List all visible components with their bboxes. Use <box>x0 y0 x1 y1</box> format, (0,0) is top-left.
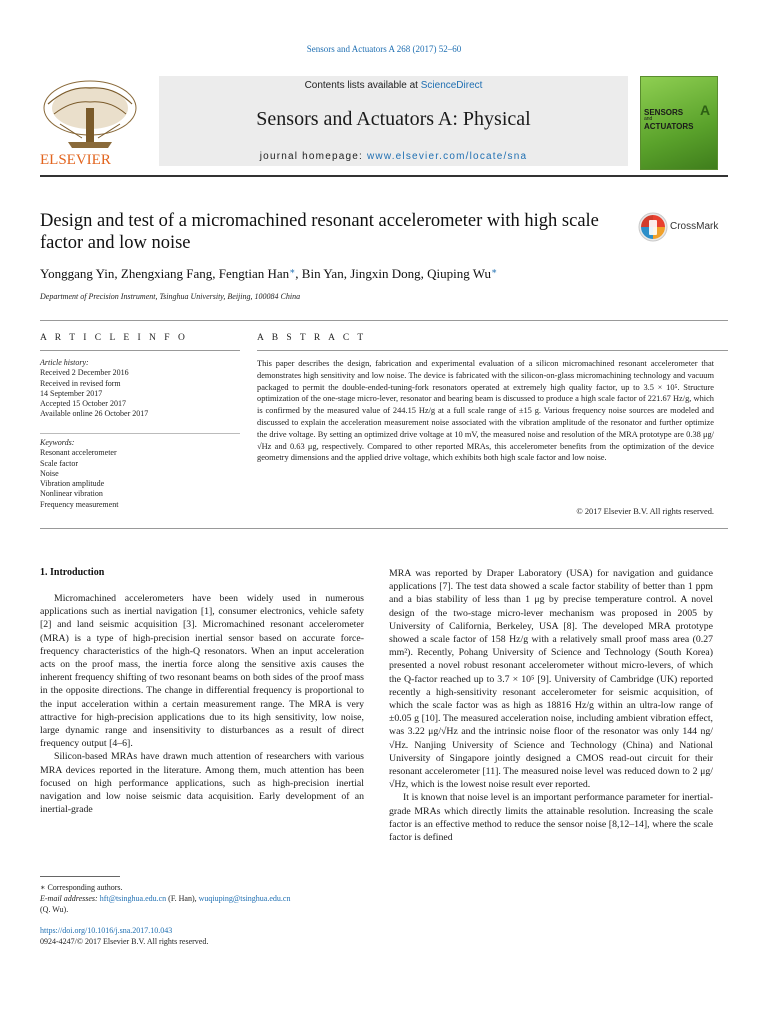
body-paragraph: MRA was reported by Draper Laboratory (USA) for navigation and guidance applications [7]. The test data showed a scale factor stability of better than 1 ppm and a bias stability of less than 1 μg by precise temperature control. A novel design of the two-stage micro-lever mechanism was proposed in 2005 by University of California, Berkeley, USA [8]. The developed MRA prototype showed a scale factor of 158 Hz/g with a relatively small proof mass area (0.27 mm²). Recently, Pohang University of Science and Technology (South Korea) presented a novel robust resonant accelerometer without micro-levers, of which the Q-factor reached up to 3.7 × 10⁵ [9]. University of Cambridge (UK) reported recently a high-sensitivity resonant accelerometer for seismic acquisition, of which the scale factor was as high as 18816 Hz/g within an ultra-low range of ±0.05 g [10]. The measured acceleration noise, including ambient vibration effect, was 3.22 μg/√Hz and the intrinsic noise floor of the resonator was only 144 ng/√Hz. Nanjing University of Science and Technology (China) and National University of Singapore jointly designed a CMOS read-out circuit for their resonant accelerometer [11]. The measured noise level was reduced down to 2 μg/√Hz, which is the lowest noise result ever reported. <box>389 568 713 791</box>
footnotes <box>40 882 364 915</box>
cover-line-1: SENSORS <box>644 108 684 117</box>
issn-line: 0924-4247/© 2017 Elsevier B.V. All rights reserved. <box>40 937 209 946</box>
author-list <box>40 266 680 282</box>
corresponding-star-wu[interactable]: ∗ <box>491 266 498 276</box>
cover-line-2: ACTUATORS <box>644 122 694 131</box>
sciencedirect-link[interactable]: ScienceDirect <box>420 80 483 91</box>
body-paragraph: Silicon-based MRAs have drawn much attention of researchers with various MRA devices reported in the literature. Among them, much attention has been focused on high performance applications, such as high-precision inertial navigation and low noise seismic data acquisition. Early development of an inertial-grade <box>40 751 364 816</box>
keywords-rule <box>40 433 240 434</box>
authors-first-group: Yonggang Yin, Zhengxiang Fang, Fengtian Han <box>40 266 290 281</box>
crossmark-badge[interactable] <box>638 211 728 245</box>
body-column-right <box>389 567 713 844</box>
email-wu-link[interactable]: wuqiuping@tsinghua.edu.cn <box>198 894 291 903</box>
keyword-item: Nonlinear vibration <box>40 489 103 499</box>
email-line <box>40 893 364 904</box>
crossmark-label: CrossMark <box>670 221 719 232</box>
keyword-item: Noise <box>40 468 59 478</box>
abstract-rule <box>257 350 728 351</box>
info-top-rule <box>40 320 728 321</box>
abstract-heading: A B S T R A C T <box>257 333 367 343</box>
corresponding-authors-note: ∗ Corresponding authors. <box>40 883 123 892</box>
homepage-link[interactable]: www.elsevier.com/locate/sna <box>366 151 528 162</box>
email-han-link[interactable]: hft@tsinghua.edu.cn <box>99 894 167 903</box>
homepage-line <box>159 151 628 162</box>
homepage-prefix: journal homepage: <box>259 151 367 162</box>
history-item: Accepted 15 October 2017 <box>40 399 126 409</box>
history-item: Received in revised form <box>40 378 121 388</box>
email-wu-note: (Q. Wu). <box>40 905 69 914</box>
elsevier-logo <box>38 78 160 170</box>
cover-side-letter: A <box>700 102 711 118</box>
article-history <box>40 358 240 420</box>
history-item: 14 September 2017 <box>40 388 103 398</box>
crossmark-icon <box>638 212 668 242</box>
footnote-rule <box>40 876 120 877</box>
abstract-copyright: © 2017 Elsevier B.V. All rights reserved. <box>576 507 714 516</box>
contents-prefix: Contents lists available at <box>304 80 421 91</box>
body-paragraph: Micromachined accelerometers have been widely used in numerous applications such as inertial navigation [1], consumer electronics, vehicle safety [2] and land seismic acquisition [3]. Micromachined resonant accelerometer (MRA) is a type of high-precision inertial sensor based on accurate force-frequency characteristics of the high-Q resonators. When an input acceleration acts on the proof mass, the inertia force along the sensitive axis causes the inherent frequency shifting of two resonant beams on both sides of the proof mass in the opposite directions. The change in differential frequency is proportional to the input acceleration within a certain measurement range. The MRA is very attractive for high-precision applications due to its high sensitivity, low noise, large dynamic range and insensitivity to disturbances as a result of direct frequency output [4–6]. <box>40 593 364 750</box>
article-info-rule <box>40 350 240 351</box>
history-item: Received 2 December 2016 <box>40 368 129 378</box>
elsevier-tree-icon <box>38 78 160 170</box>
body-column-left <box>40 592 364 816</box>
history-item: Available online 26 October 2017 <box>40 409 149 419</box>
keywords-label: Keywords: <box>40 438 75 447</box>
email-han-note: (F. Han), <box>166 894 199 903</box>
doi-link[interactable]: https://doi.org/10.1016/j.sna.2017.10.043 <box>40 926 173 935</box>
journal-title: Sensors and Actuators A: Physical <box>256 108 531 130</box>
introduction-heading: 1. Introduction <box>40 567 105 578</box>
keywords-block <box>40 438 240 510</box>
abstract-text: This paper describes the design, fabrication and experimental evaluation of a silicon micromachined resonant accelerometer that demonstrates high sensitivity and low noise. The device is fabricated with the silicon-on-glass micromachining technology and vacuum packaged to permit the double-ended-tuning-fork resonators operated at extremely high quality factor, up to 3.5 × 10⁵. Structure optimization of the one-stage micro-lever, resonator and bearing beam is discussed to produce a high scale factor of 221.67 Hz/g, which is confirmed by the measured value of 244.15 Hz/g at a full scale range of ±15 g. Various frequency noise sources are modeled and discussed to explain the acceleration measurement noise associated with the vibration amplitude of the resonator and further optimize the drive voltage. By setting an optimized drive voltage at 10 mV, the measured noise and resolution of the MRA prototype are 0.38 μg/√Hz and 0.63 μg, respectively. Compared to other reported MRAs, this accelerometer benefits from the optimization of the device geometry dimensions and the applied drive voltage, which exhibits both high scale factor and low noise. <box>257 359 714 463</box>
cover-title <box>644 102 714 131</box>
paper-title: Design and test of a micromachined resonant accelerometer with high scale factor and low noise <box>40 211 599 253</box>
publisher-wordmark: ELSEVIER <box>40 152 111 168</box>
keyword-item: Resonant accelerometer <box>40 448 117 458</box>
email-label: E-mail addresses: <box>40 894 100 903</box>
cover-line-mid: and <box>644 116 653 122</box>
keyword-item: Scale factor <box>40 458 78 468</box>
contents-line <box>159 80 628 91</box>
article-info-heading: A R T I C L E I N F O <box>40 333 188 343</box>
affiliation: Department of Precision Instrument, Tsinghua University, Beijing, 100084 China <box>40 292 301 301</box>
abstract-bottom-rule <box>40 528 728 529</box>
keyword-item: Frequency measurement <box>40 499 119 509</box>
authors-second-group: , Bin Yan, Jingxin Dong, Qiuping Wu <box>295 266 491 281</box>
corresponding-star-han[interactable]: ∗ <box>289 266 296 276</box>
keyword-item: Vibration amplitude <box>40 479 105 489</box>
history-label: Article history: <box>40 358 89 367</box>
header-rule <box>40 175 728 177</box>
journal-reference-link[interactable]: Sensors and Actuators A 268 (2017) 52–60 <box>306 44 462 54</box>
body-paragraph: It is known that noise level is an important performance parameter for inertial-grade MRAs which directly limits the attainable resolution. Increasing the scale factor is an effective method to reduce the sensor noise [8,12–14], where the scale factor is defined <box>389 792 713 844</box>
